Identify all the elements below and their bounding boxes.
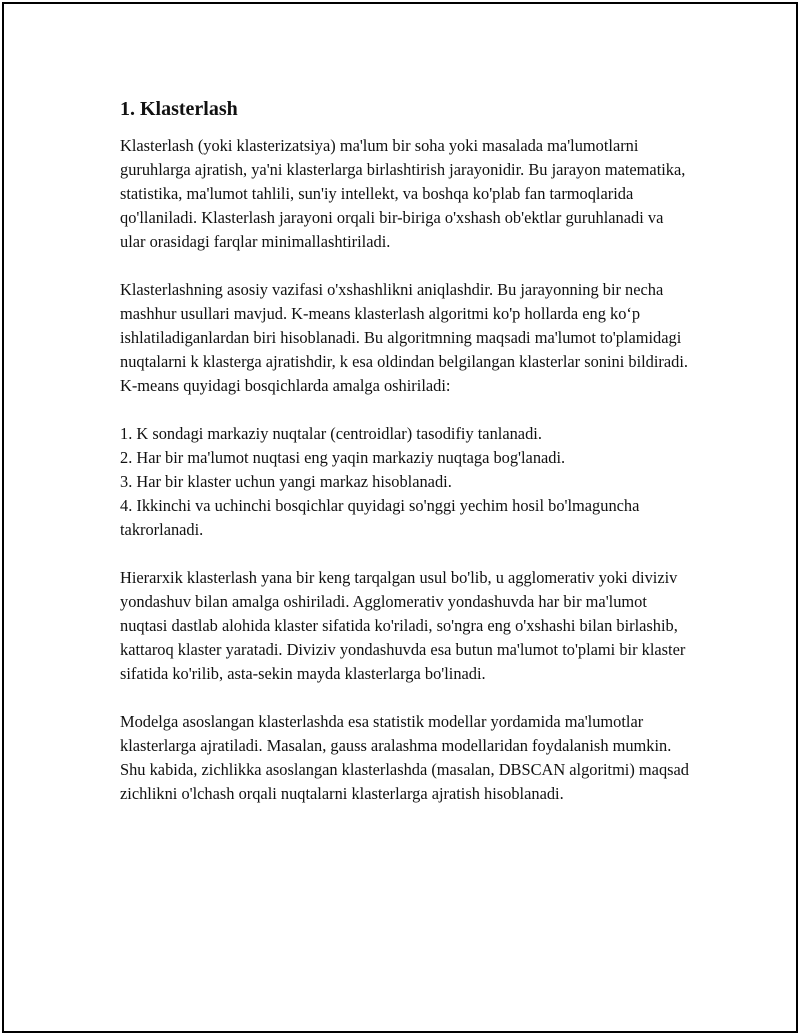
kmeans-steps-list (120, 422, 690, 542)
paragraph-intro: Klasterlash (yoki klasterizatsiya) ma'lum bir soha yoki masalada ma'lumotlarni guruhlarga ajratish, ya'ni klasterlarga birlashtirish jarayonidir. Bu jarayon matematika, statistika, ma'lumot tahlili, sun'iy intellekt, va boshqa ko'plab fan tarmoqlarida qo'llaniladi. Klasterlash jarayoni orqali bir-biriga o'xshash ob'ektlar guruhlanadi va ular orasidagi farqlar minimallashtiriladi. (120, 136, 686, 251)
page-frame (2, 2, 798, 1033)
paragraph-model-based: Modelga asoslangan klasterlashda esa statistik modellar yordamida ma'lumotlar klasterlarga ajratiladi. Masalan, gauss aralashma modellaridan foydalanish mumkin. Shu kabida, zichlikka asoslangan klasterlashda (masalan, DBSCAN algoritmi) maqsad zichlikni o'lchash orqali nuqtalarni klasterlarga ajratish hisoblanadi. (120, 712, 689, 803)
list-item: 1. K sondagi markaziy nuqtalar (centroidlar) tasodifiy tanlanadi. (120, 424, 542, 443)
list-item: 4. Ikkinchi va uchinchi bosqichlar quyidagi so'nggi yechim hosil bo'lmaguncha takrorlanadi. (120, 496, 640, 539)
list-item: 2. Har bir ma'lumot nuqtasi eng yaqin markaziy nuqtaga bog'lanadi. (120, 448, 566, 467)
list-item: 3. Har bir klaster uchun yangi markaz hisoblanadi. (120, 472, 452, 491)
section-heading: 1. Klasterlash (120, 98, 238, 120)
paragraph-hierarchical: Hierarxik klasterlash yana bir keng tarqalgan usul bo'lib, u agglomerativ yoki diviziv yondashuv bilan amalga oshiriladi. Agglomerativ yondashuvda har bir ma'lumot nuqtasi dastlab alohida klaster sifatida ko'riladi, so'ngra eng o'xshashi bilan birlashib, kattaroq klaster yaratadi. Diviziv yondashuvda esa butun ma'lumot to'plami bir klaster sifatida ko'rilib, asta-sekin mayda klasterlarga bo'linadi. (120, 568, 686, 683)
paragraph-kmeans: Klasterlashning asosiy vazifasi o'xshashlikni aniqlashdir. Bu jarayonning bir necha mashhur usullari mavjud. K-means klasterlash algoritmi ko'p hollarda eng ko‘p ishlatiladiganlardan biri hisoblanadi. Bu algoritmning maqsadi ma'lumot to'plamidagi nuqtalarni k klasterga ajratishdir, k esa oldindan belgilangan klasterlar sonini bildiradi. K-means quyidagi bosqichlarda amalga oshiriladi: (120, 280, 689, 395)
document-content (120, 96, 690, 830)
